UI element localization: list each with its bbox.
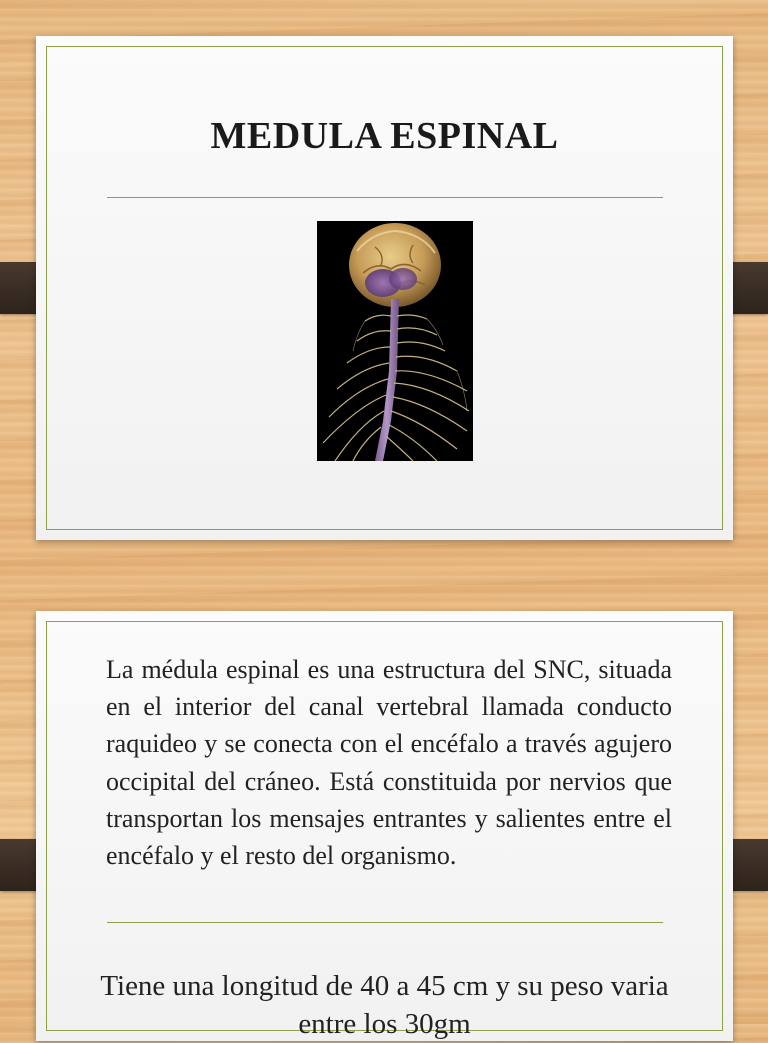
nervous-system-drawing bbox=[317, 221, 473, 461]
content-divider bbox=[107, 922, 663, 923]
spinal-cord-illustration bbox=[317, 221, 473, 461]
length-weight-paragraph: Tiene una longitud de 40 a 45 cm y su peso varia entre los 30gm bbox=[100, 970, 669, 1040]
title-divider bbox=[107, 197, 663, 198]
description-paragraph: La médula espinal es una estructura del SNC, situada en el interior del canal vertebral llamada conducto raquideo y se conecta con el encéfalo a través agujero occipital del cráneo. Está constituida por nervios que transportan los mensajes entrantes y salientes entre el encéfalo y el resto del organismo. bbox=[106, 655, 672, 871]
slide-title-heading: MEDULA ESPINAL bbox=[210, 115, 559, 157]
slide-title bbox=[36, 36, 733, 540]
slide-content bbox=[36, 611, 733, 1041]
